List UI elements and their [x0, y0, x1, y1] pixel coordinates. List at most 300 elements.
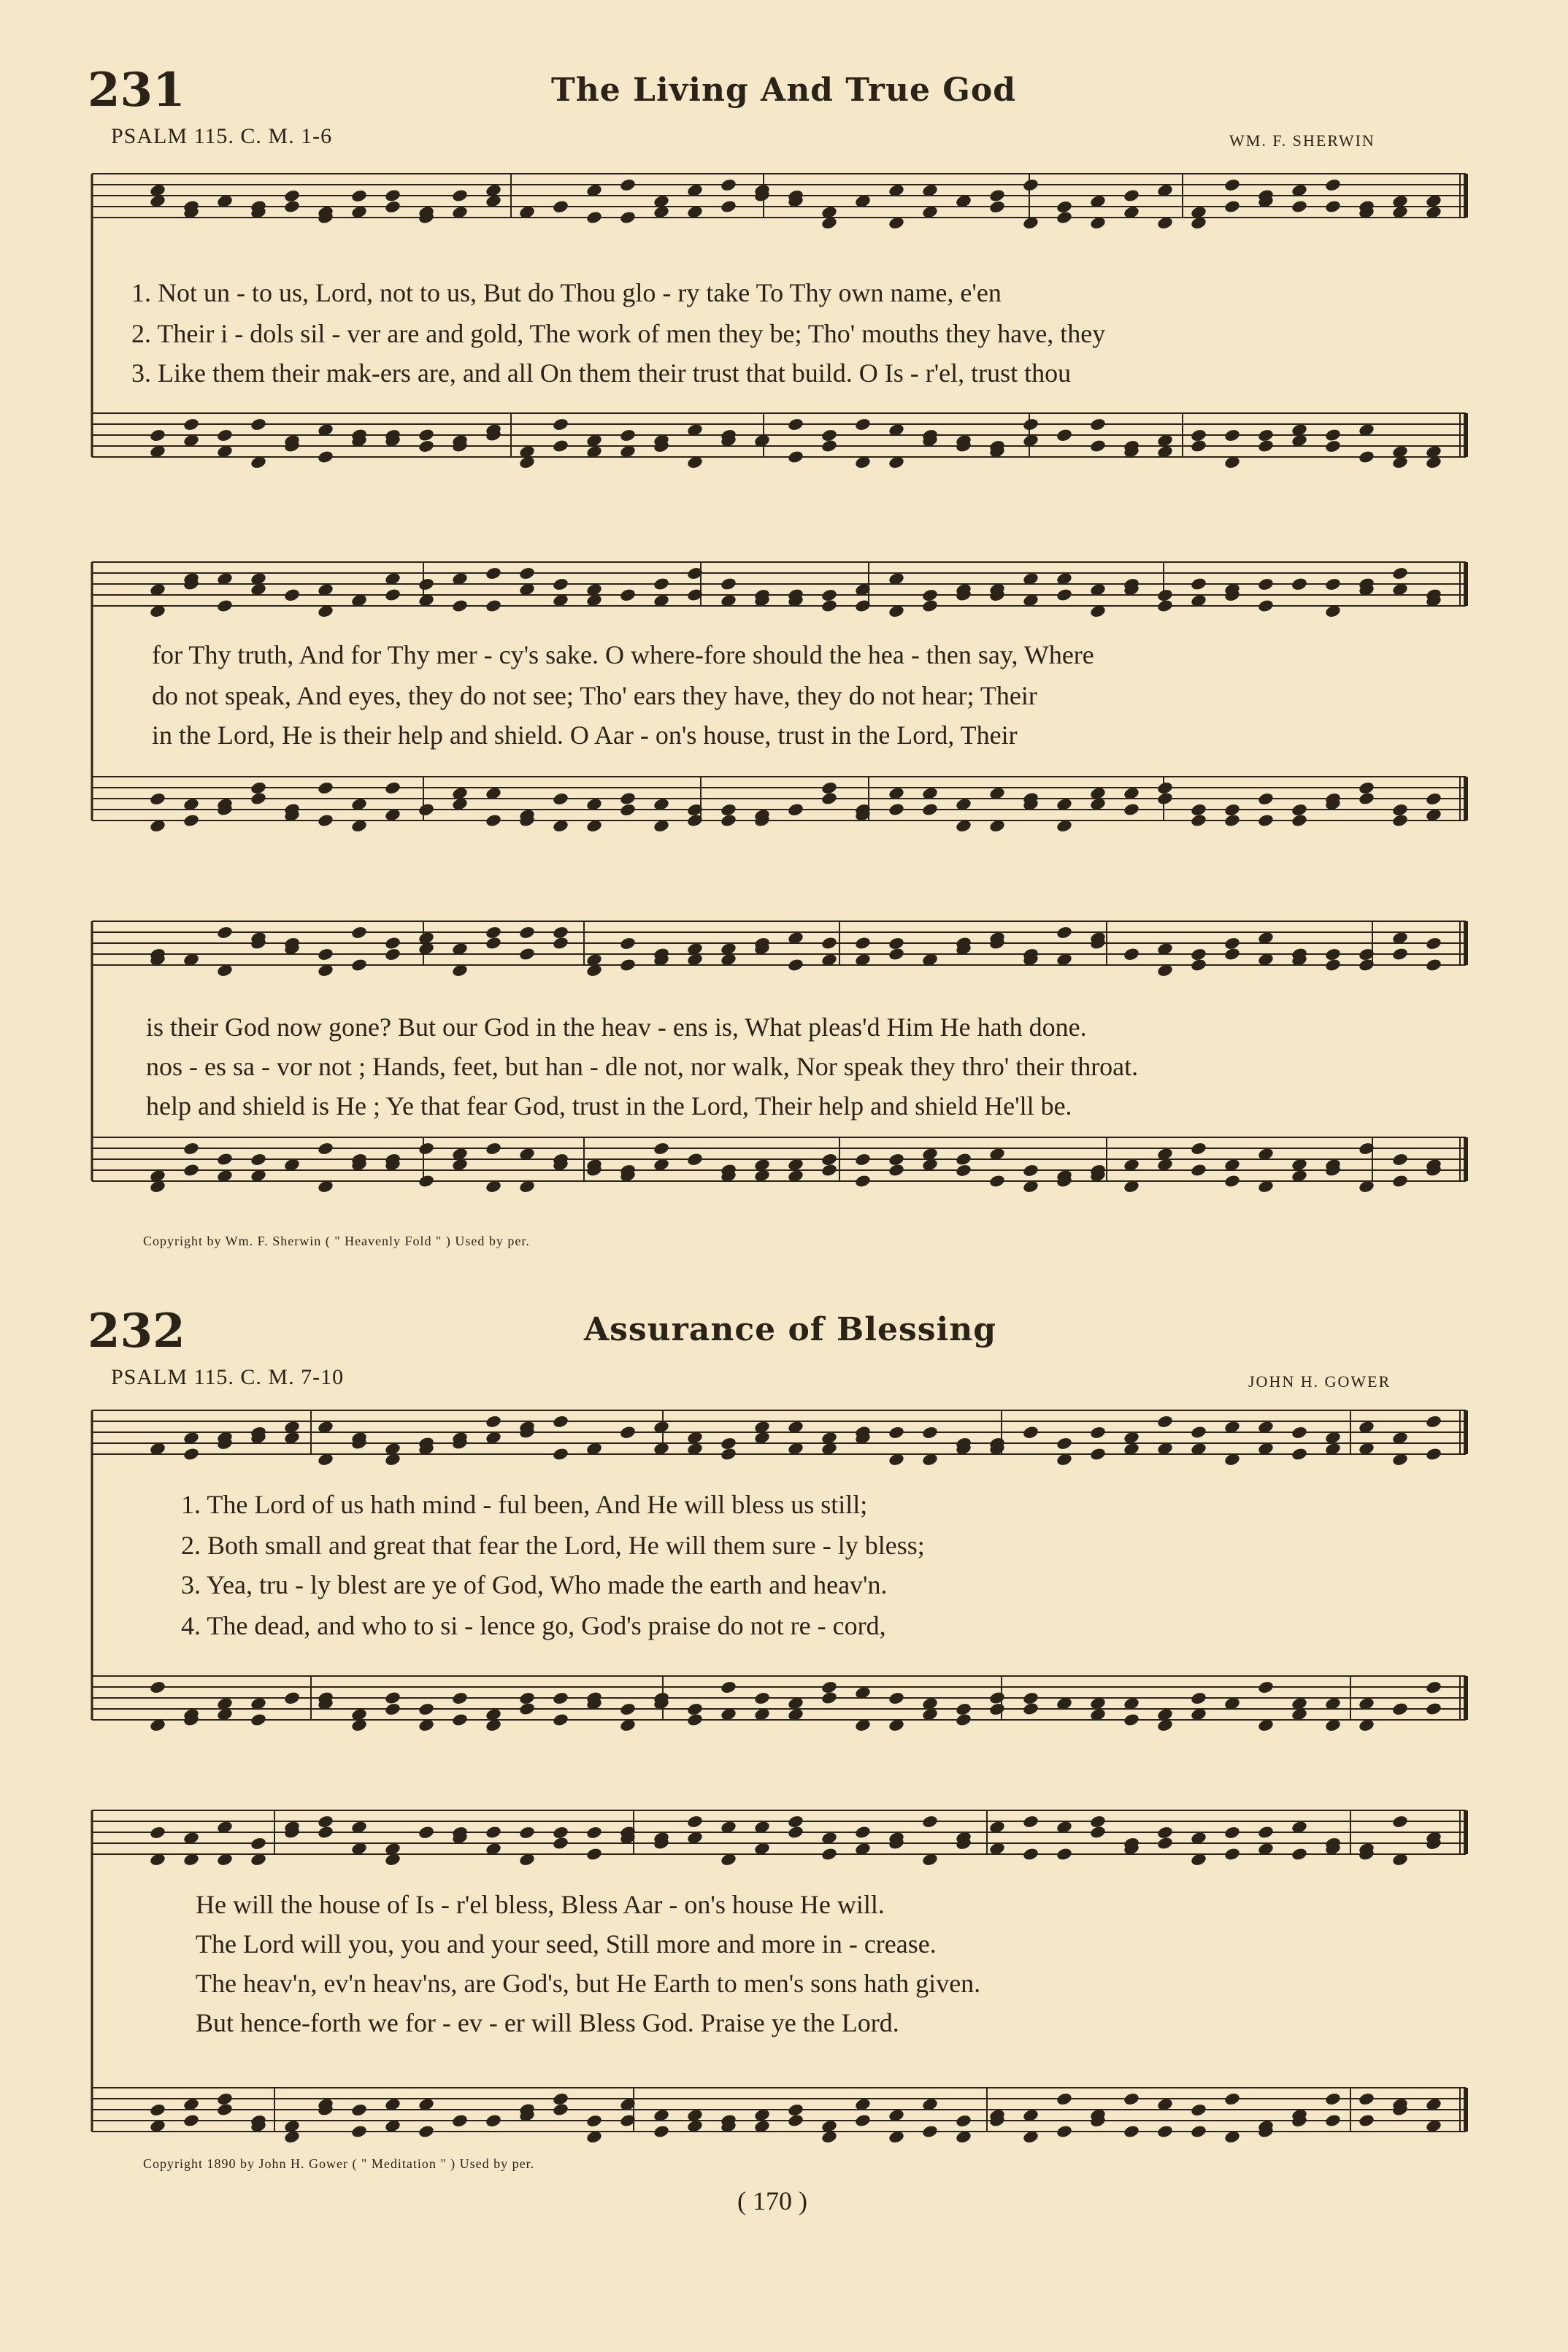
note-head	[418, 439, 435, 454]
note-head	[317, 813, 334, 828]
note-head	[619, 791, 637, 806]
note-head	[1123, 2124, 1140, 2139]
note-head	[1190, 577, 1207, 591]
note-head	[283, 588, 301, 602]
note-head	[1391, 566, 1409, 581]
note-head	[149, 792, 166, 807]
hymn-number: 232	[88, 1304, 185, 1358]
note-head	[653, 1142, 670, 1156]
note-head	[720, 199, 737, 214]
note-head	[317, 1825, 334, 1840]
note-head	[518, 1702, 536, 1716]
note-head	[350, 958, 368, 972]
note-head	[1391, 803, 1409, 818]
note-head	[552, 1447, 569, 1461]
note-head	[552, 418, 569, 432]
note-head	[1324, 439, 1342, 454]
note-head	[418, 1142, 435, 1156]
note-head	[686, 1152, 704, 1167]
note-head	[653, 2124, 670, 2139]
note-head	[888, 947, 905, 961]
note-head	[720, 1437, 737, 1451]
note-head	[552, 439, 569, 453]
note-head	[1156, 791, 1174, 806]
note-head	[552, 2102, 569, 2117]
note-head	[1022, 1425, 1039, 1440]
note-head	[283, 199, 301, 214]
note-head	[686, 1713, 704, 1727]
note-head	[787, 450, 804, 464]
lyric-line: for Thy truth, And for Thy mer - cy's sake. O where-fore should the hea - then say, Where	[152, 640, 1094, 669]
note-head	[1156, 1826, 1174, 1840]
note-head	[1223, 1826, 1241, 1840]
note-head	[619, 588, 637, 602]
lyric-line: help and shield is He ; Ye that fear God, trust in the Lord, Their help and shield He'll be.	[146, 1091, 1072, 1121]
note-head	[518, 566, 536, 581]
note-head	[854, 2113, 872, 2128]
note-head	[820, 936, 838, 950]
note-head	[1022, 1847, 1039, 1861]
note-head	[1190, 2124, 1207, 2139]
hymn-number: 231	[88, 63, 185, 118]
note-head	[149, 1680, 166, 1695]
note-head	[1391, 947, 1409, 961]
note-head	[585, 210, 603, 225]
note-head	[283, 189, 301, 204]
note-head	[384, 936, 401, 950]
note-head	[1056, 588, 1073, 602]
note-head	[1358, 791, 1375, 806]
note-head	[1425, 1447, 1442, 1461]
note-head	[820, 1847, 838, 1861]
note-head	[888, 937, 905, 951]
note-head	[418, 2124, 435, 2139]
lyric-line: 3. Yea, tru - ly blest are ye of God, Who made the earth and heav'n.	[181, 1570, 888, 1599]
note-head	[1156, 1836, 1174, 1851]
note-head	[485, 599, 502, 613]
note-head	[888, 1153, 905, 1167]
note-head	[1123, 188, 1140, 203]
note-head	[820, 1680, 838, 1695]
note-head	[820, 1153, 838, 1167]
note-head	[921, 2124, 939, 2139]
note-head	[720, 803, 737, 818]
note-head	[1089, 439, 1107, 453]
note-head	[888, 802, 905, 817]
note-head	[1257, 428, 1275, 443]
note-head	[854, 1825, 872, 1840]
note-head	[418, 577, 435, 592]
note-head	[1190, 428, 1207, 443]
note-head	[653, 577, 670, 591]
note-head	[820, 588, 838, 603]
composer: JOHN H. GOWER	[1248, 1372, 1391, 1391]
note-head	[1056, 1437, 1073, 1451]
note-head	[1324, 428, 1342, 442]
note-head	[317, 781, 334, 796]
lyric-line: is their God now gone? But our God in the heav - ens is, What pleas'd Him He hath done.	[146, 1012, 1087, 1042]
note-head	[988, 1174, 1006, 1188]
note-head	[182, 1163, 200, 1177]
note-head	[1257, 792, 1275, 807]
lyric-line: 3. Like them their mak-ers are, and all On them their trust that build. O Is - r'el, trust thou	[131, 358, 1072, 388]
note-head	[149, 428, 166, 443]
note-head	[485, 926, 502, 940]
note-head	[149, 2103, 166, 2118]
note-head	[1056, 1847, 1073, 1861]
note-head	[619, 428, 637, 443]
note-head	[1257, 577, 1275, 592]
lyric-line: 1. Not un - to us, Lord, not to us, But do Thou glo - ry take To Thy own name, e'en	[131, 278, 1002, 307]
note-head	[820, 428, 838, 443]
note-head	[1089, 1447, 1107, 1461]
lyric-line: 2. Their i - dols sil - ver are and gold, The work of men they be; Tho' mouths they have, they	[131, 319, 1106, 348]
hymn-title: The Living And True God	[551, 72, 1016, 109]
note-head	[619, 210, 637, 225]
note-head	[250, 1713, 267, 1727]
note-head	[384, 1691, 401, 1705]
note-head	[384, 948, 401, 962]
note-head	[1324, 199, 1342, 214]
note-head	[552, 1836, 569, 1851]
note-head	[418, 802, 435, 817]
note-head	[1022, 1702, 1039, 1716]
note-head	[1257, 439, 1275, 453]
note-head	[787, 2113, 804, 2128]
note-head	[787, 1815, 804, 1829]
note-head	[585, 1847, 603, 1861]
note-head	[1223, 803, 1241, 818]
note-head	[1358, 450, 1375, 464]
note-head	[787, 958, 804, 972]
note-head	[384, 1702, 401, 1717]
note-head	[350, 926, 368, 940]
note-head	[1324, 577, 1342, 592]
note-head	[216, 428, 234, 443]
note-head	[1257, 813, 1275, 828]
note-head	[854, 418, 872, 432]
note-head	[988, 200, 1006, 215]
note-head	[250, 1153, 267, 1167]
note-head	[451, 188, 469, 203]
note-head	[250, 781, 267, 796]
note-head	[317, 1815, 334, 1829]
note-head	[485, 1825, 502, 1840]
note-head	[485, 1142, 502, 1156]
note-head	[552, 926, 569, 940]
note-head	[1089, 1825, 1107, 1840]
note-head	[1257, 599, 1275, 613]
note-head	[720, 178, 737, 193]
note-head	[787, 418, 804, 432]
note-head	[1223, 1847, 1241, 1861]
note-head	[1358, 2113, 1375, 2128]
note-head	[1358, 2092, 1375, 2107]
note-head	[552, 1691, 569, 1706]
note-head	[1425, 937, 1442, 951]
note-head	[619, 178, 637, 193]
note-head	[1223, 1174, 1241, 1188]
note-head	[250, 418, 267, 432]
note-head	[619, 1425, 637, 1440]
note-head	[1291, 1447, 1308, 1461]
note-head	[1190, 439, 1207, 453]
note-head	[1123, 802, 1140, 817]
note-head	[1190, 1691, 1207, 1706]
composer: WM. F. SHERWIN	[1229, 131, 1375, 150]
note-head	[787, 1825, 804, 1840]
note-head	[1190, 813, 1207, 828]
note-head	[1291, 1847, 1308, 1861]
note-head	[753, 1691, 771, 1706]
lyric-line: 1. The Lord of us hath mind - ful been, And He will bless us still;	[181, 1490, 868, 1519]
note-head	[1022, 418, 1039, 432]
note-head	[384, 200, 401, 215]
note-head	[820, 781, 838, 796]
note-head	[216, 2092, 234, 2107]
note-head	[720, 1447, 737, 1461]
note-head	[1425, 1415, 1442, 1429]
note-head	[1391, 813, 1409, 828]
note-head	[1223, 178, 1241, 193]
note-head	[1022, 1691, 1039, 1706]
note-head	[1324, 2092, 1342, 2107]
note-head	[955, 2114, 972, 2129]
note-head	[820, 599, 838, 613]
note-head	[182, 2113, 200, 2128]
note-head	[518, 1826, 536, 1840]
note-head	[1123, 2092, 1140, 2107]
note-head	[1223, 199, 1241, 214]
note-head	[619, 803, 637, 818]
note-head	[720, 1680, 737, 1695]
note-head	[250, 1837, 267, 1851]
note-head	[1056, 926, 1073, 940]
note-head	[1425, 958, 1442, 972]
note-head	[451, 1691, 469, 1706]
note-head	[686, 1815, 704, 1829]
lyric-line: He will the house of Is - r'el bless, Bless Aar - on's house He will.	[196, 1890, 885, 1919]
note-head	[1391, 1702, 1409, 1716]
note-head	[418, 1825, 435, 1840]
lyric-line: do not speak, And eyes, they do not see; Tho' ears they have, they do not hear; Their	[152, 681, 1037, 710]
note-head	[1156, 599, 1174, 613]
note-head	[418, 428, 435, 442]
note-head	[485, 566, 502, 581]
lyric-line: But hence-forth we for - ev - er will Bless God. Praise ye the Lord.	[196, 2008, 899, 2037]
note-head	[182, 1142, 200, 1156]
note-head	[1291, 813, 1308, 828]
note-head	[854, 1174, 872, 1188]
note-head	[250, 791, 267, 806]
note-head	[1358, 781, 1375, 796]
note-head	[1391, 1174, 1409, 1188]
note-head	[552, 2092, 569, 2107]
note-head	[182, 813, 200, 828]
note-head	[854, 1153, 872, 1167]
note-head	[149, 1826, 166, 1840]
note-head	[485, 936, 502, 950]
note-head	[1089, 1815, 1107, 1829]
note-head	[1056, 2092, 1073, 2107]
note-head	[1391, 1153, 1409, 1167]
note-head	[921, 588, 939, 603]
note-head	[820, 1691, 838, 1705]
lyric-line: The Lord will you, you and your seed, Still more and more in - crease.	[196, 1929, 937, 1959]
page-number: ( 170 )	[737, 2186, 807, 2215]
note-head	[216, 926, 234, 940]
note-head	[1056, 428, 1073, 442]
note-head	[1190, 1142, 1207, 1156]
note-head	[955, 1164, 972, 1178]
note-head	[182, 1447, 200, 1461]
note-head	[1190, 2103, 1207, 2118]
note-head	[1190, 803, 1207, 818]
note-head	[1391, 1815, 1409, 1829]
note-head	[451, 2113, 469, 2128]
note-head	[1022, 1164, 1039, 1178]
note-head	[988, 1691, 1006, 1705]
note-head	[518, 947, 536, 961]
note-head	[451, 1713, 469, 1727]
lyric-line: 2. Both small and great that fear the Lord, He will them sure - ly bless;	[181, 1531, 925, 1560]
lyric-line: 4. The dead, and who to si - lence go, God's praise do not re - cord,	[181, 1611, 886, 1640]
note-head	[1257, 1680, 1275, 1695]
note-head	[787, 2103, 804, 2118]
note-head	[384, 588, 401, 602]
copyright-note: Copyright 1890 by John H. Gower ( " Meditation " ) Used by per.	[143, 2156, 535, 2171]
note-head	[820, 791, 838, 806]
note-head	[921, 802, 939, 817]
note-head	[720, 577, 737, 591]
note-head	[1022, 1815, 1039, 1829]
copyright-note: Copyright by Wm. F. Sherwin ( " Heavenly Fold " ) Used by per.	[143, 1234, 530, 1248]
hymn-meter: PSALM 115. C. M. 7-10	[111, 1365, 345, 1389]
note-head	[283, 1691, 301, 1705]
note-head	[1223, 947, 1241, 961]
note-head	[888, 1691, 905, 1706]
note-head	[216, 2102, 234, 2117]
note-head	[619, 958, 637, 972]
note-head	[552, 792, 569, 807]
note-head	[1291, 577, 1308, 591]
note-head	[1291, 199, 1308, 214]
note-head	[1056, 200, 1073, 215]
note-head	[552, 1826, 569, 1840]
note-head	[317, 450, 334, 464]
note-head	[585, 1826, 603, 1840]
note-head	[1324, 948, 1342, 962]
note-head	[1257, 1825, 1275, 1840]
note-head	[317, 1142, 334, 1156]
note-head	[485, 2113, 502, 2128]
note-head	[1056, 210, 1073, 225]
note-head	[619, 937, 637, 951]
note-head	[552, 577, 569, 592]
note-head	[585, 2114, 603, 2129]
note-head	[518, 1691, 536, 1706]
note-head	[1089, 1426, 1107, 1440]
note-head	[1123, 947, 1140, 961]
note-head	[350, 2103, 368, 2118]
note-head	[787, 802, 804, 817]
note-head	[451, 599, 469, 613]
note-head	[1425, 792, 1442, 807]
hymn-meter: PSALM 115. C. M. 1-6	[111, 124, 333, 148]
note-head	[1223, 428, 1241, 443]
note-head	[1022, 178, 1039, 193]
note-head	[384, 781, 401, 796]
note-head	[820, 1163, 838, 1177]
note-head	[921, 1815, 939, 1829]
lyric-line: in the Lord, He is their help and shield. O Aar - on's house, trust in the Lord, Their	[152, 720, 1018, 750]
hymn-title: Assurance of Blessing	[584, 1311, 996, 1348]
note-head	[955, 1713, 972, 1727]
note-head	[182, 418, 200, 432]
note-head	[921, 599, 939, 613]
note-head	[1324, 2113, 1342, 2128]
note-head	[820, 439, 838, 453]
note-head	[552, 1415, 569, 1429]
note-head	[1190, 1163, 1207, 1177]
note-head	[1190, 958, 1207, 972]
note-head	[720, 813, 737, 828]
note-head	[518, 926, 536, 940]
note-head	[1425, 1680, 1442, 1695]
note-head	[854, 936, 872, 950]
note-head	[384, 188, 401, 203]
note-head	[485, 813, 502, 828]
note-head	[1291, 1426, 1308, 1440]
note-head	[1156, 1415, 1174, 1429]
note-head	[1425, 1702, 1442, 1716]
note-head	[1156, 588, 1174, 603]
note-head	[1123, 1713, 1140, 1727]
note-head	[1324, 958, 1342, 972]
note-head	[888, 1163, 905, 1177]
note-head	[1190, 948, 1207, 962]
note-head	[1223, 937, 1241, 951]
note-head	[686, 1702, 704, 1717]
note-head	[216, 1152, 234, 1167]
note-head	[1156, 781, 1174, 796]
note-head	[955, 1702, 972, 1717]
note-head	[216, 599, 234, 613]
note-head	[317, 948, 334, 962]
note-head	[552, 1713, 569, 1727]
note-head	[350, 189, 368, 204]
note-head	[955, 1152, 972, 1167]
lyric-line: The heav'n, ev'n heav'ns, are God's, but He Earth to men's sons hath given.	[196, 1969, 981, 1998]
note-head	[1056, 2124, 1073, 2139]
note-head	[1156, 2124, 1174, 2139]
note-head	[1089, 418, 1107, 432]
note-head	[1190, 1425, 1207, 1440]
note-head	[552, 199, 569, 214]
note-head	[418, 1174, 435, 1188]
note-head	[921, 1426, 939, 1440]
lyric-line: nos - es sa - vor not ; Hands, feet, but han - dle not, nor walk, Nor speak they thro' their throat.	[146, 1052, 1139, 1081]
note-head	[552, 936, 569, 950]
note-head	[1223, 813, 1241, 828]
note-head	[1324, 178, 1342, 193]
note-head	[1291, 803, 1308, 818]
note-head	[485, 1415, 502, 1429]
note-head	[888, 1426, 905, 1440]
note-head	[1223, 2092, 1241, 2107]
note-head	[619, 1702, 637, 1717]
note-head	[988, 1702, 1006, 1717]
